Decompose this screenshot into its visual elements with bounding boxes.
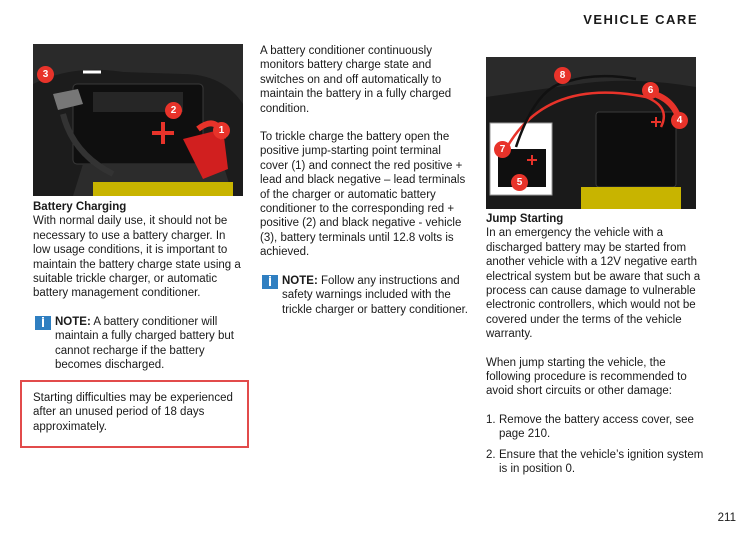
note-label: NOTE: xyxy=(55,315,91,328)
jump-starting-heading: Jump Starting xyxy=(486,213,564,225)
battery-charging-illustration xyxy=(33,44,243,196)
jump-starting-steps xyxy=(486,413,706,477)
jump-starting-section xyxy=(486,212,706,483)
section-title: VEHICLE CARE xyxy=(583,12,698,27)
battery-charging-section xyxy=(33,200,245,372)
battery-conditioner-note xyxy=(33,315,245,373)
battery-conditioner-section xyxy=(260,44,472,317)
jump-starting-body: In an emergency the vehicle with a discharged battery may be started from another vehicle with a 12V negative earth electrical system but be aware that such a process can cause damage to vulnerable electronic controllers, which would not be covered under the terms of the vehicle warranty. xyxy=(486,227,701,341)
step-number: 1. xyxy=(486,413,496,426)
step-item xyxy=(486,448,706,477)
jump-starting-intro: When jump starting the vehicle, the following procedure is recommended to avoid short circuits or other damage: xyxy=(486,356,687,398)
callout-4: 4 xyxy=(671,112,688,129)
note-text: Follow any instructions and safety warnings included with the trickle charger or battery conditioner. xyxy=(282,274,469,316)
callout-6: 6 xyxy=(642,82,659,99)
highlighted-warning-text: Starting difficulties may be experienced after an unused period of 18 days approximately. xyxy=(33,392,233,433)
battery-charging-photo xyxy=(33,44,243,196)
conditioner-paragraph-2: To trickle charge the battery open the positive jump-starting point terminal cover (1) and connect the red positive + lead and black negative – lead terminals of the charger or automatic battery conditioner to the corresponding red + positive (2) and black negative - vehicle (3), battery terminals until 12.8 volts is achieved. xyxy=(260,131,466,259)
callout-5: 5 xyxy=(511,174,528,191)
step-number: 2. xyxy=(486,448,496,461)
jump-starting-photo xyxy=(486,57,696,209)
step-text: Remove the battery access cover, see page 210. xyxy=(499,413,694,441)
page-number: 211 xyxy=(717,512,736,524)
note-label: NOTE: xyxy=(282,274,318,287)
battery-charging-heading: Battery Charging xyxy=(33,201,127,213)
step-text: Ensure that the vehicle’s ignition system is in position 0. xyxy=(499,448,704,476)
highlighted-warning xyxy=(20,380,249,448)
callout-1: 1 xyxy=(213,122,230,139)
callout-8: 8 xyxy=(554,67,571,84)
info-book-icon xyxy=(262,275,278,289)
callout-7: 7 xyxy=(494,141,511,158)
info-book-icon xyxy=(35,316,51,330)
trickle-charger-note xyxy=(260,274,472,317)
conditioner-paragraph-1: A battery conditioner continuously monitors battery charge state and switches on and off automatically to maintain the battery in a fully charged condition. xyxy=(260,45,452,115)
callout-3: 3 xyxy=(37,66,54,83)
step-item xyxy=(486,413,706,442)
callout-2: 2 xyxy=(165,102,182,119)
battery-charging-body: With normal daily use, it should not be necessary to use a battery charger. In low usage conditions, it is important to maintain the battery charge state using a suitable trickle charger, or automatic battery management conditioner. xyxy=(33,215,241,300)
note-text: A battery conditioner will maintain a fully charged battery but cannot recharge if the battery becomes discharged. xyxy=(55,315,234,372)
